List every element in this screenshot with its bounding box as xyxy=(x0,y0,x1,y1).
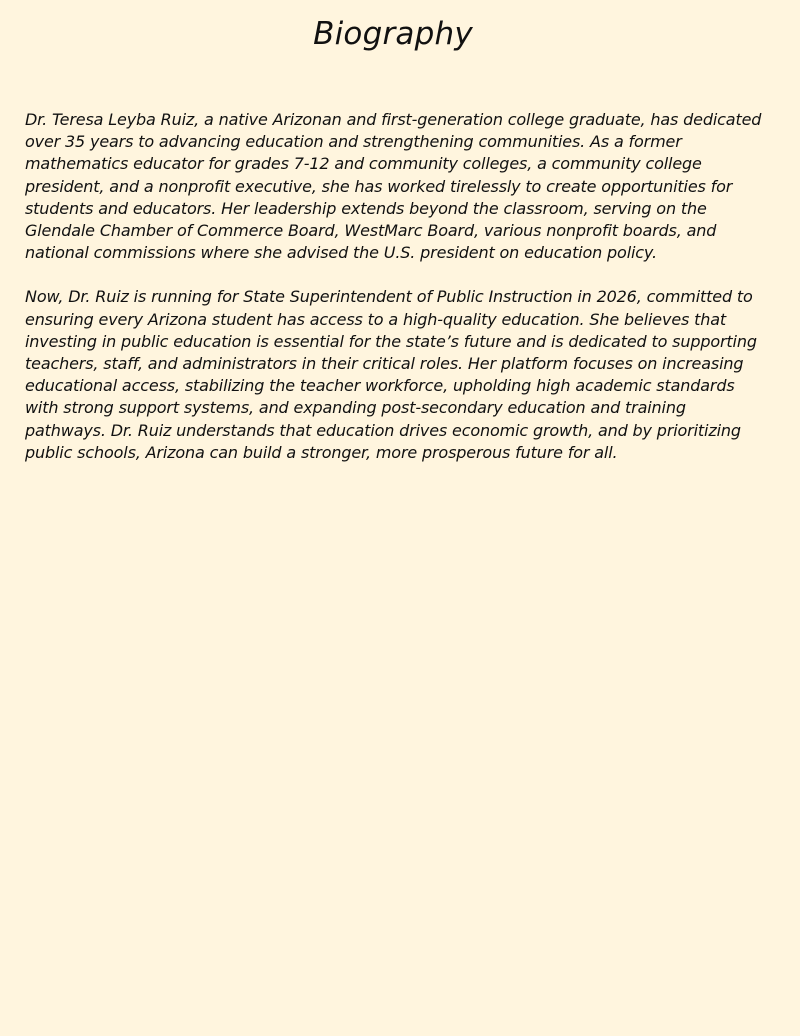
biography-body xyxy=(25,109,765,486)
bio-paragraph-1: Dr. Teresa Leyba Ruiz, a native Arizonan and first-generation college graduate, has dedicated over 35 years to advancing education and strengthening communities. As a former mathematics educator for grades 7-12 and community colleges, a community college president, and a nonprofit executive, she has worked tirelessly to create opportunities for students and educators. Her leadership extends beyond the classroom, serving on the Glendale Chamber of Commerce Board, WestMarc Board, various nonprofit boards, and national commissions where she advised the U.S. president on education policy. xyxy=(25,110,762,263)
bio-paragraph-2: Now, Dr. Ruiz is running for State Superintendent of Public Instruction in 2026, committed to ensuring every Arizona student has access to a high-quality education. She believes that investing in public education is essential for the state’s future and is dedicated to supporting teachers, staff, and administrators in their critical roles. Her platform focuses on increasing educational access, stabilizing the teacher workforce, upholding high academic standards with strong support systems, and expanding post-secondary education and training pathways. Dr. Ruiz understands that education drives economic growth, and by prioritizing public schools, Arizona can build a stronger, more prosperous future for all. xyxy=(25,287,757,462)
page-title: Biography xyxy=(313,16,473,52)
